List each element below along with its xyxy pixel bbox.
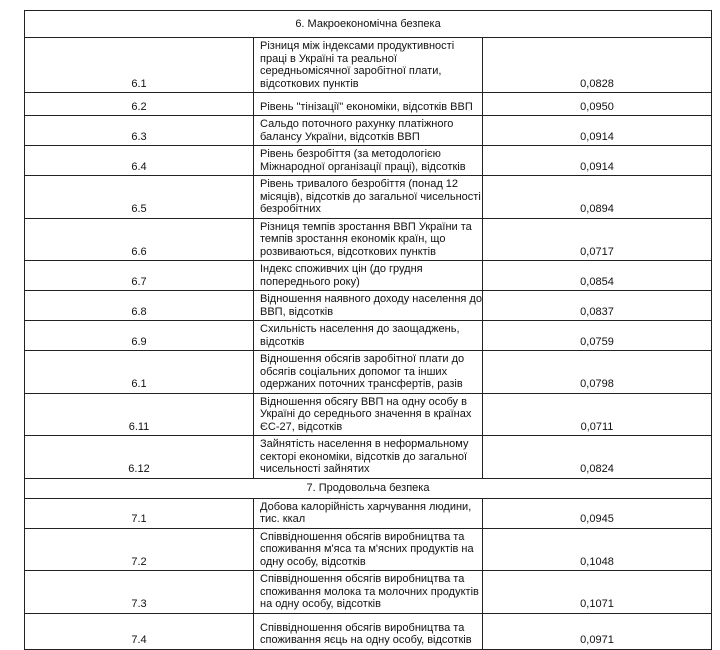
- row-number: 6.4: [25, 146, 254, 176]
- row-number: 6.2: [25, 93, 254, 116]
- section-title: 6. Макроекономічна безпека: [25, 11, 712, 38]
- row-description: Співвідношення обсягів виробництва та споживання молока та молочних продуктів на одну особу, відсотків: [254, 571, 483, 614]
- table-row: [25, 176, 712, 219]
- row-value: 0,0945: [483, 498, 712, 528]
- row-description: Відношення наявного доходу населення до ВВП, відсотків: [254, 291, 483, 321]
- row-value: 0,0798: [483, 351, 712, 394]
- row-value: 0,0717: [483, 218, 712, 261]
- row-number: 7.3: [25, 571, 254, 614]
- table-row: [25, 218, 712, 261]
- row-description: Зайнятість населення в неформальному секторі економіки, відсотків до загальної чисельності зайнятих: [254, 436, 483, 479]
- table-row: [25, 321, 712, 351]
- row-number: 7.2: [25, 528, 254, 571]
- row-value: 0,0854: [483, 261, 712, 291]
- row-description: Схильність населення до заощаджень, відсотків: [254, 321, 483, 351]
- table-row: [25, 393, 712, 436]
- row-description: Відношення обсягів заробітної плати до обсягів соціальних допомог та інших одержаних поточних трансфертів, разів: [254, 351, 483, 394]
- indicators-table: [24, 10, 712, 650]
- row-number: 6.8: [25, 291, 254, 321]
- row-description: Співвідношення обсягів виробництва та споживання м'яса та м'ясних продуктів на одну особу, відсотків: [254, 528, 483, 571]
- table-row: [25, 528, 712, 571]
- row-value: 0,0914: [483, 146, 712, 176]
- row-value: 0,1048: [483, 528, 712, 571]
- row-value: 0,0971: [483, 613, 712, 649]
- table-row: [25, 571, 712, 614]
- section-title: 7. Продовольча безпека: [25, 478, 712, 498]
- row-description: Співвідношення обсягів виробництва та споживання яєць на одну особу, відсотків: [254, 613, 483, 649]
- table-row: [25, 261, 712, 291]
- row-value: 0,0894: [483, 176, 712, 219]
- row-value: 0,0828: [483, 38, 712, 93]
- row-description: Рівень "тінізації" економіки, відсотків ВВП: [254, 93, 483, 116]
- table-row: [25, 291, 712, 321]
- row-description: Різниця між індексами продуктивності праці в Україні та реальної середньомісячної заробітної плати, відсоткових пунктів: [254, 38, 483, 93]
- row-value: 0,0711: [483, 393, 712, 436]
- row-number: 6.3: [25, 116, 254, 146]
- row-description: Рівень безробіття (за методологією Міжнародної організації праці), відсотків: [254, 146, 483, 176]
- row-description: Індекс споживчих цін (до грудня попереднього року): [254, 261, 483, 291]
- row-description: Сальдо поточного рахунку платіжного балансу України, відсотків ВВП: [254, 116, 483, 146]
- row-number: 6.1: [25, 351, 254, 394]
- table-row: [25, 351, 712, 394]
- row-number: 6.12: [25, 436, 254, 479]
- row-number: 7.4: [25, 613, 254, 649]
- row-number: 6.5: [25, 176, 254, 219]
- table-row: [25, 146, 712, 176]
- row-number: 6.7: [25, 261, 254, 291]
- row-description: Відношення обсягу ВВП на одну особу в Україні до середнього значення в країнах ЄС-27, відсотків: [254, 393, 483, 436]
- table-row: [25, 436, 712, 479]
- row-description: Добова калорійність харчування людини, тис. ккал: [254, 498, 483, 528]
- row-value: 0,0950: [483, 93, 712, 116]
- table-row: [25, 116, 712, 146]
- row-value: 0,0759: [483, 321, 712, 351]
- row-value: 0,0837: [483, 291, 712, 321]
- row-value: 0,0824: [483, 436, 712, 479]
- row-value: 0,0914: [483, 116, 712, 146]
- row-description: Рівень тривалого безробіття (понад 12 місяців), відсотків до загальної чисельності безробітних: [254, 176, 483, 219]
- table-row: [25, 498, 712, 528]
- row-number: 6.9: [25, 321, 254, 351]
- row-value: 0,1071: [483, 571, 712, 614]
- table-row: [25, 613, 712, 649]
- section-header-row: [25, 478, 712, 498]
- row-description: Різниця темпів зростання ВВП України та темпів зростання економік країн, що розвиваються, відсоткових пунктів: [254, 218, 483, 261]
- row-number: 6.6: [25, 218, 254, 261]
- row-number: 6.1: [25, 38, 254, 93]
- row-number: 6.11: [25, 393, 254, 436]
- table-row: [25, 93, 712, 116]
- row-number: 7.1: [25, 498, 254, 528]
- table-row: [25, 38, 712, 93]
- section-header-row: [25, 11, 712, 38]
